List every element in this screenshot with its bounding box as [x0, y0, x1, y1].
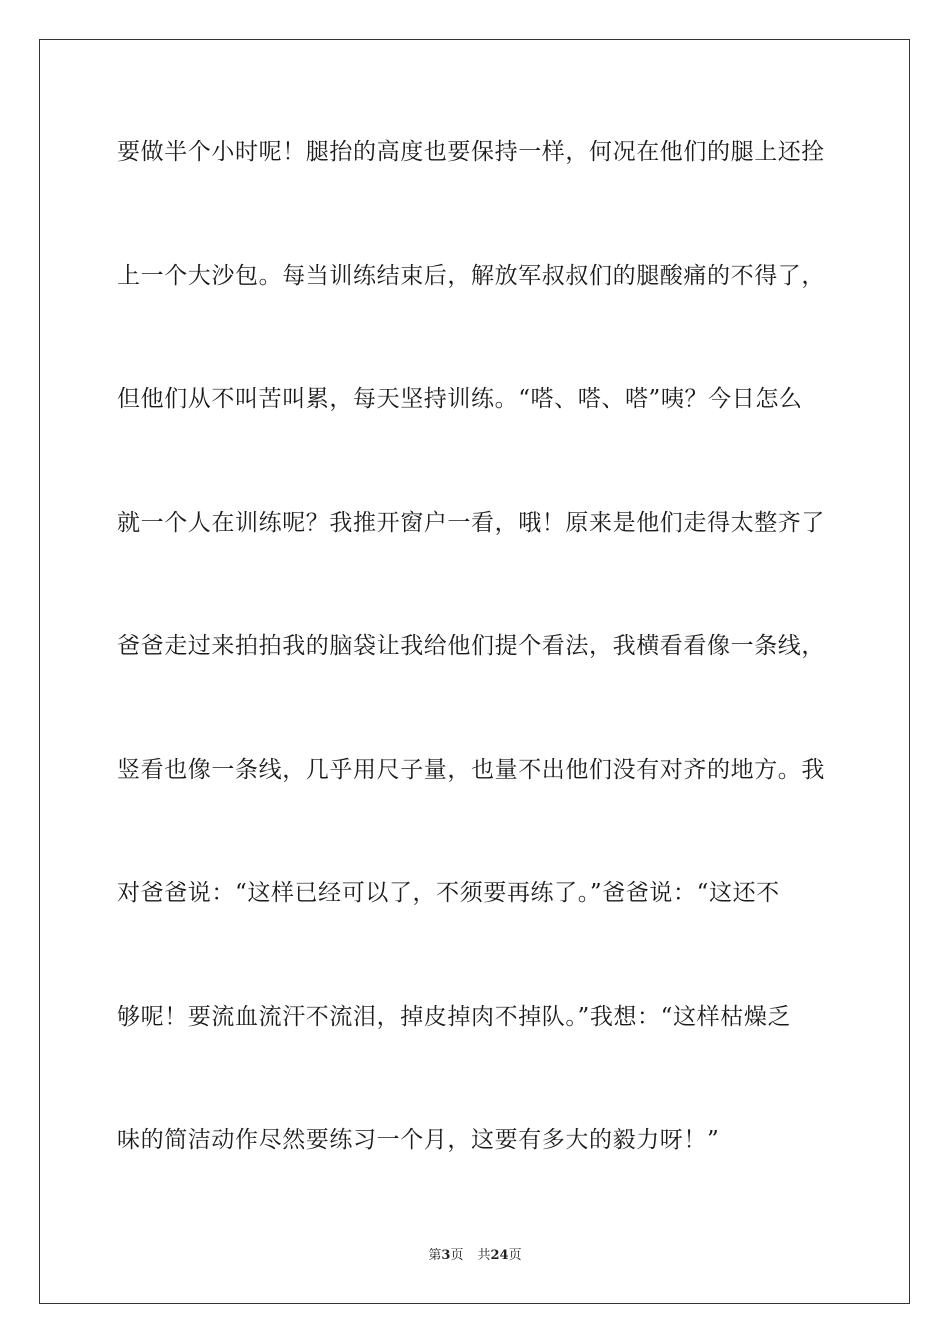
body-text-line: 对爸爸说：“这样已经可以了，不须要再练了。”爸爸说：“这还不 [117, 880, 780, 906]
page-footer [0, 1247, 950, 1265]
body-text-line: 爸爸走过来拍拍我的脑袋让我给他们提个看法，我横看看像一条线， [117, 633, 825, 659]
page-number-prefix: 第 [428, 1248, 442, 1263]
body-text-line: 要做半个小时呢！腿抬的高度也要保持一样，何况在他们的腿上还拴 [117, 139, 825, 165]
total-pages: 24 [490, 1248, 509, 1263]
body-text-line: 味的简洁动作尽然要练习一个月，这要有多大的毅力呀！” [117, 1127, 720, 1153]
total-pages-suffix: 页 [508, 1248, 522, 1263]
body-text-line: 竖看也像一条线，几乎用尺子量，也量不出他们没有对齐的地方。我 [117, 757, 825, 783]
total-pages-prefix: 共 [477, 1248, 491, 1263]
page-number: 3 [441, 1248, 451, 1263]
body-text-line: 但他们从不叫苦叫累，每天坚持训练。“嗒、嗒、嗒”咦？今日怎么 [117, 386, 803, 412]
body-text-line: 够呢！要流血流汗不流泪，掉皮掉肉不掉队。”我想：“这样枯燥乏 [117, 1004, 792, 1030]
page-border [39, 39, 910, 1304]
page-number-suffix: 页 [450, 1248, 464, 1263]
body-text-line: 上一个大沙包。每当训练结束后，解放军叔叔们的腿酸痛的不得了， [117, 263, 825, 289]
body-text-line: 就一个人在训练呢？我推开窗户一看，哦！原来是他们走得太整齐了 [117, 510, 825, 536]
